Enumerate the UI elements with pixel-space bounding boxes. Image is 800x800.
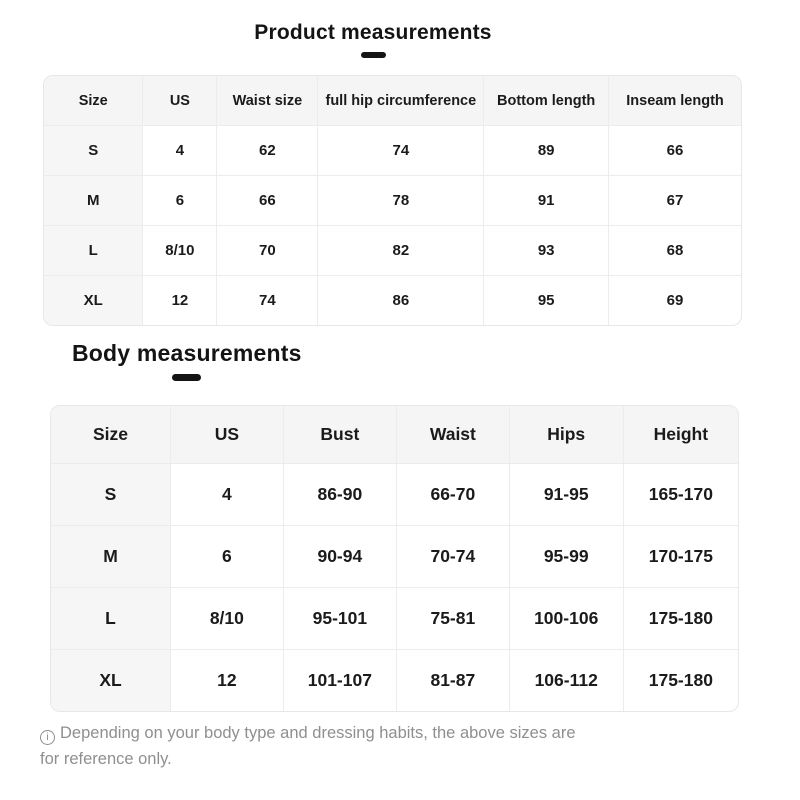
product-measurements-table [43, 75, 742, 326]
body-measurements-title-block [72, 340, 302, 381]
table-row [51, 464, 738, 526]
size-cell: L [51, 588, 171, 650]
value-cell: 86-90 [283, 464, 396, 526]
value-cell: 175-180 [623, 650, 738, 712]
value-cell: 4 [143, 126, 217, 176]
table-row [44, 176, 741, 226]
column-header: US [171, 406, 284, 464]
column-header: Inseam length [609, 76, 741, 126]
value-cell: 91 [484, 176, 609, 226]
value-cell: 66 [609, 126, 741, 176]
table-row [51, 588, 738, 650]
table-row [44, 276, 741, 326]
size-cell: S [51, 464, 171, 526]
value-cell: 95 [484, 276, 609, 326]
value-cell: 6 [171, 526, 284, 588]
value-cell: 12 [143, 276, 217, 326]
value-cell: 8/10 [143, 226, 217, 276]
column-header: Hips [509, 406, 623, 464]
value-cell: 81-87 [397, 650, 510, 712]
title-underline-bar [172, 374, 201, 381]
value-cell: 90-94 [283, 526, 396, 588]
value-cell: 68 [609, 226, 741, 276]
value-cell: 67 [609, 176, 741, 226]
value-cell: 12 [171, 650, 284, 712]
value-cell: 175-180 [623, 588, 738, 650]
value-cell: 66-70 [397, 464, 510, 526]
info-icon: i [40, 730, 55, 745]
value-cell: 93 [484, 226, 609, 276]
value-cell: 70 [217, 226, 318, 276]
value-cell: 82 [318, 226, 484, 276]
body-measurements-title: Body measurements [72, 340, 302, 366]
column-header: Bust [283, 406, 396, 464]
size-cell: M [51, 526, 171, 588]
product-measurements-title-block [0, 21, 746, 58]
table-row [44, 226, 741, 276]
reference-note [40, 720, 588, 772]
value-cell: 4 [171, 464, 284, 526]
value-cell: 165-170 [623, 464, 738, 526]
value-cell: 95-99 [509, 526, 623, 588]
column-header: Waist size [217, 76, 318, 126]
size-cell: M [44, 176, 143, 226]
value-cell: 62 [217, 126, 318, 176]
value-cell: 95-101 [283, 588, 396, 650]
size-cell: XL [44, 276, 143, 326]
table-row [51, 526, 738, 588]
value-cell: 100-106 [509, 588, 623, 650]
column-header: Size [51, 406, 171, 464]
product-measurements-title: Product measurements [254, 21, 492, 44]
value-cell: 8/10 [171, 588, 284, 650]
value-cell: 101-107 [283, 650, 396, 712]
value-cell: 170-175 [623, 526, 738, 588]
body-measurements-table [50, 405, 739, 712]
column-header: full hip circumference [318, 76, 484, 126]
column-header: US [143, 76, 217, 126]
title-underline-bar [361, 52, 386, 58]
value-cell: 70-74 [397, 526, 510, 588]
value-cell: 6 [143, 176, 217, 226]
value-cell: 78 [318, 176, 484, 226]
value-cell: 74 [318, 126, 484, 176]
value-cell: 106-112 [509, 650, 623, 712]
reference-note-text: Depending on your body type and dressing habits, the above sizes are for reference only. [40, 724, 576, 768]
column-header: Bottom length [484, 76, 609, 126]
value-cell: 74 [217, 276, 318, 326]
column-header: Size [44, 76, 143, 126]
value-cell: 69 [609, 276, 741, 326]
column-header: Waist [397, 406, 510, 464]
size-cell: XL [51, 650, 171, 712]
column-header: Height [623, 406, 738, 464]
size-cell: S [44, 126, 143, 176]
value-cell: 86 [318, 276, 484, 326]
value-cell: 91-95 [509, 464, 623, 526]
value-cell: 66 [217, 176, 318, 226]
size-cell: L [44, 226, 143, 276]
table-row [44, 126, 741, 176]
table-header-row [51, 406, 738, 464]
value-cell: 89 [484, 126, 609, 176]
table-header-row [44, 76, 741, 126]
value-cell: 75-81 [397, 588, 510, 650]
table-row [51, 650, 738, 712]
